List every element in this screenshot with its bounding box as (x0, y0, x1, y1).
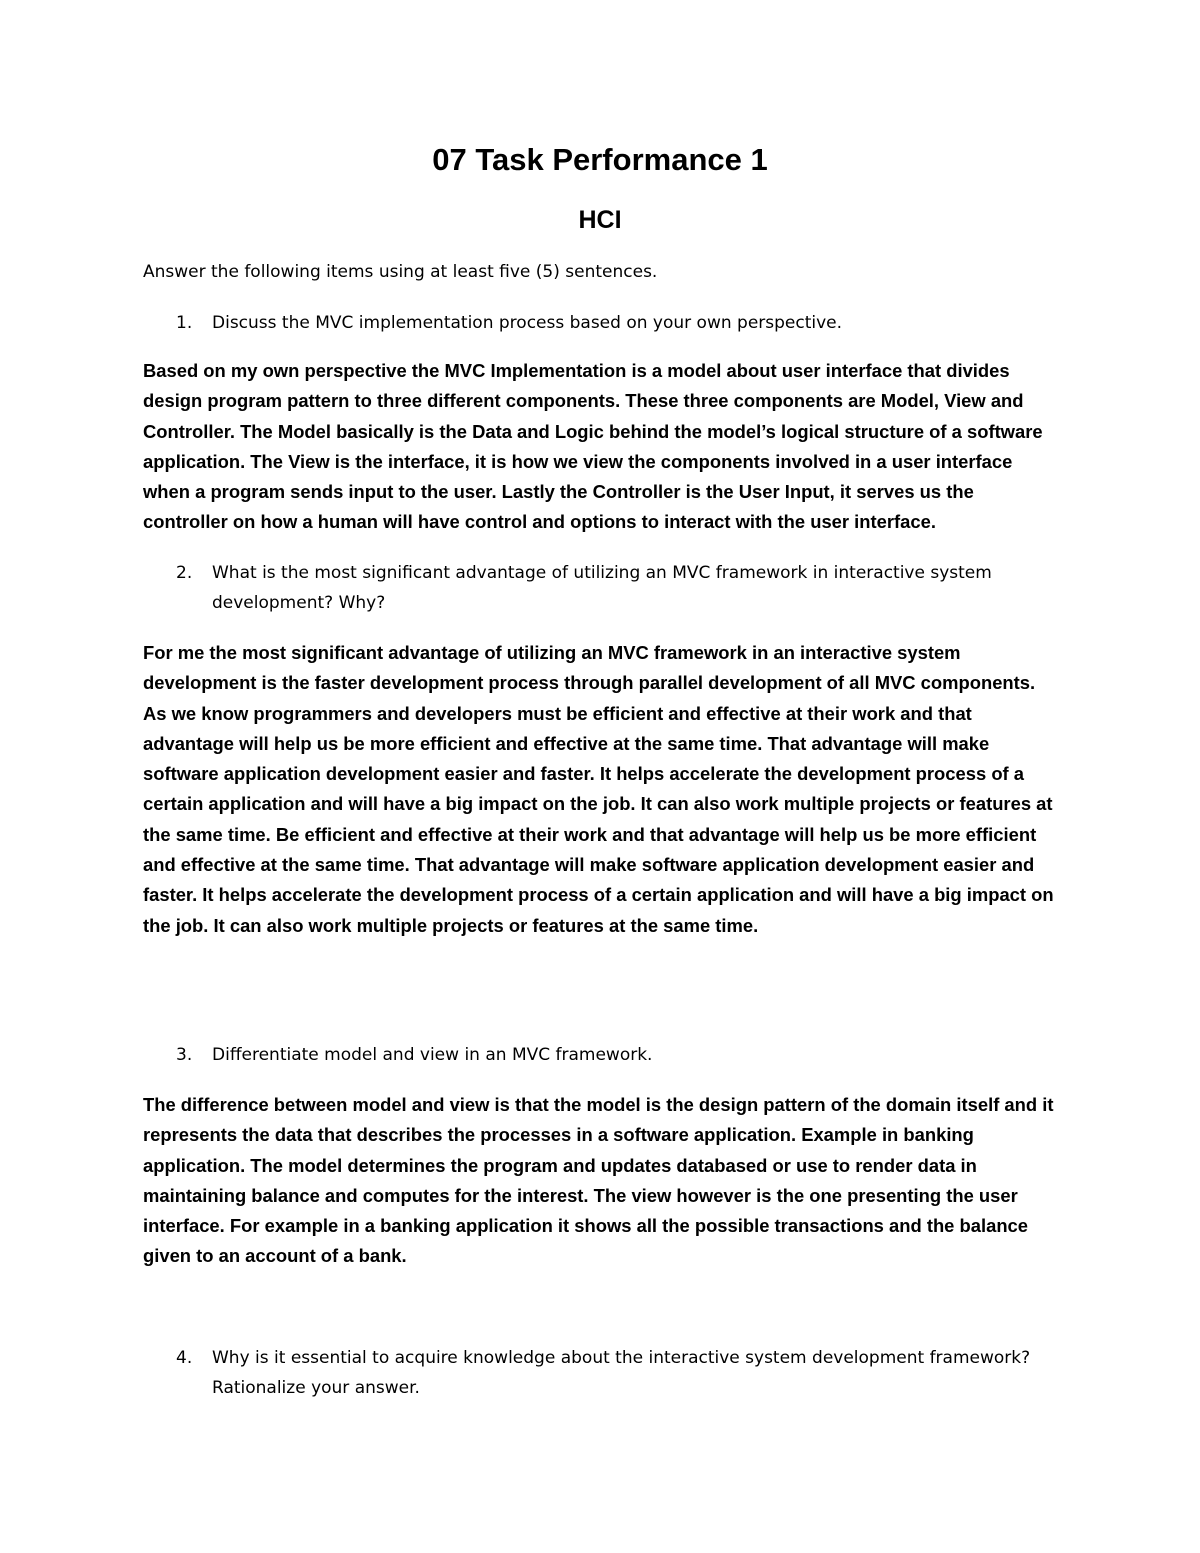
question-number: 4. (176, 1348, 193, 1368)
question-number: 3. (176, 1045, 193, 1065)
question-number: 1. (176, 313, 193, 333)
question-text: What is the most significant advantage of utilizing an MVC framework in interactive system development? Why? (212, 563, 992, 613)
question-text: Discuss the MVC implementation process based on your own perspective. (212, 313, 843, 333)
document-subtitle: HCI (578, 206, 622, 234)
question-number: 2. (176, 563, 193, 583)
answer-2: For me the most significant advantage of utilizing an MVC framework in an interactive system development is the faster development process through parallel development of all MVC components. As we know programmers and developers must be efficient and effective at their work and that advantage will help us be more efficient and effective at the same time. That advantage will make software application development easier and faster. It helps accelerate the development process of a certain application and will have a big impact on the job. It can also work multiple projects or features at the same time. Be efficient and effective at their work and that advantage will help us be more efficient and effective at the same time. That advantage will make software application development easier and faster. It helps accelerate the development process of a certain application and will have a big impact on the job. It can also work multiple projects or features at the same time. (143, 642, 1054, 936)
instructions-text: Answer the following items using at least five (5) sentences. (143, 262, 658, 282)
question-text: Why is it essential to acquire knowledge about the interactive system development framework? Rationalize your answer. (212, 1348, 1031, 1398)
question-1 (176, 308, 1056, 338)
answer-1: Based on my own perspective the MVC Implementation is a model about user interface that divides design program pattern to three different components. These three components are Model, View and Controller. The Model basically is the Data and Logic behind the model’s logical structure of a software application. The View is the interface, it is how we view the components involved in a user interface when a program sends input to the user. Lastly the Controller is the User Input, it serves us the controller on how a human will have control and options to interact with the user interface. (143, 360, 1043, 533)
document-title: 07 Task Performance 1 (432, 142, 768, 177)
question-2 (176, 558, 1056, 618)
question-3 (176, 1040, 1056, 1070)
question-4 (176, 1343, 1056, 1403)
question-text: Differentiate model and view in an MVC framework. (212, 1045, 653, 1065)
answer-3: The difference between model and view is that the model is the design pattern of the domain itself and it represents the data that describes the processes in a software application. Example in banking application. The model determines the program and updates databased or use to render data in maintaining balance and computes for the interest. The view however is the one presenting the user interface. For example in a banking application it shows all the possible transactions and the balance given to an account of a bank. (143, 1094, 1054, 1267)
